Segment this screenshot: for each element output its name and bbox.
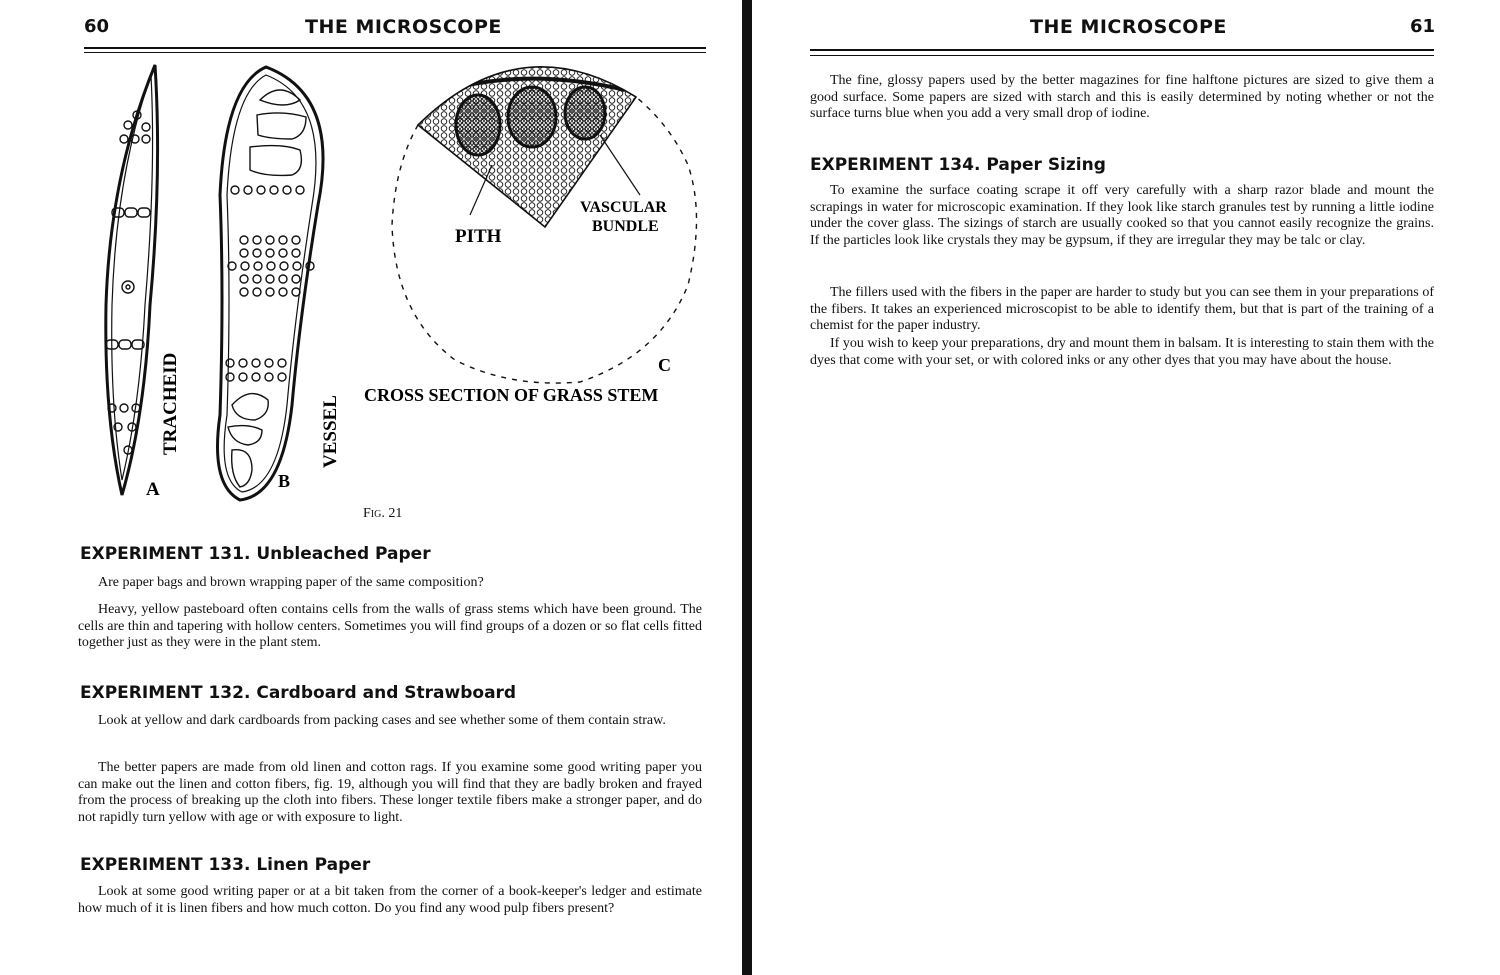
paragraph-134-1: To examine the surface coating scrape it off very carefully with a sharp razor blade and mount the scrapings in water for microscopic examination. If they look like starch granules test by running a little iodine under the cover glass. The sizings of starch are usually cooked so that you cannot easily recognize the grains. If the particles look like crystals they may be gypsum, if they are irregular they may be talc or clay. [810,183,1434,248]
label-pith: PITH [455,226,502,247]
label-vascular: VASCULAR [580,199,667,216]
label-bundle: BUNDLE [592,218,659,235]
heading-exp-133: EXPERIMENT 133. Linen Paper [80,855,371,875]
paragraph-132-2: The better papers are made from old linen and cotton rags. If you examine some good writing paper you can make out the linen and cotton fibers, fig. 19, although you will find that they are badly broken and frayed from the process of breaking up the cloth into fibers. These longer textile fibers make a stronger paper, and do not rapidly turn yellow with age or with exposure to light. [78,760,702,825]
figure-caption: Fig. 21 [363,506,403,521]
head-rule-left [84,47,706,49]
paragraph-131-1: Are paper bags and brown wrapping paper of the same composition? [98,575,484,590]
page-number-left: 60 [84,16,110,37]
heading-exp-131: EXPERIMENT 131. Unbleached Paper [80,544,431,564]
head-rule-right-thin [810,55,1434,56]
head-rule-left-thin [84,52,706,53]
label-a: A [146,479,160,500]
left-running-head [0,16,742,46]
page-number-right: 61 [1410,16,1436,37]
paragraph-132-1: Look at yellow and dark cardboards from packing cases and see whether some of them contain straw. [98,713,666,728]
label-cross-section: CROSS SECTION OF GRASS STEM [364,385,659,405]
running-head-title-right: THE MICROSCOPE [1030,16,1227,38]
left-page [0,0,742,975]
label-vessel: VESSEL [320,395,341,468]
running-head-title-left: THE MICROSCOPE [305,16,502,38]
paragraph-134-2: The fillers used with the fibers in the paper are harder to study but you can see them in your preparations of the fibers. It takes an experienced microscopist to be able to identify them, but that is part of the training of a chemist for the paper industry. [810,285,1434,334]
label-c: C [658,355,671,375]
right-page [752,0,1500,975]
heading-exp-134: EXPERIMENT 134. Paper Sizing [810,155,1106,175]
paragraph-133-1: Look at some good writing paper or at a bit taken from the corner of a book-keeper's ledger and estimate how much of it is linen fibers and how much cotton. Do you find any wood pulp fibers present? [78,884,702,916]
intro-paragraph: The fine, glossy papers used by the better magazines for fine halftone pictures are sized to give them a good surface. Some papers are sized with starch and this is easily determined by noting whether or not the surface turns blue when you add a very small drop of iodine. [810,73,1434,122]
tracheid-drawing [106,65,158,495]
label-tracheid: TRACHEID [160,352,181,455]
right-running-head [752,16,1500,46]
heading-exp-132: EXPERIMENT 132. Cardboard and Strawboard [80,683,517,703]
paragraph-134-3: If you wish to keep your preparations, dry and mount them in balsam. It is interesting to stain them with the dyes that come with your set, or with colored inks or any other dyes that you may have about the house. [810,336,1434,368]
figure-21 [0,55,742,510]
vessel-drawing [218,67,324,500]
paragraph-131-2: Heavy, yellow pasteboard often contains cells from the walls of grass stems which have been ground. The cells are thin and tapering with hollow centers. Sometimes you will find groups of a dozen or so flat cells fitted together just as they were in the plant stem. [78,602,702,651]
head-rule-right [810,49,1434,51]
book-gutter [742,0,752,975]
label-b: B [278,471,291,491]
